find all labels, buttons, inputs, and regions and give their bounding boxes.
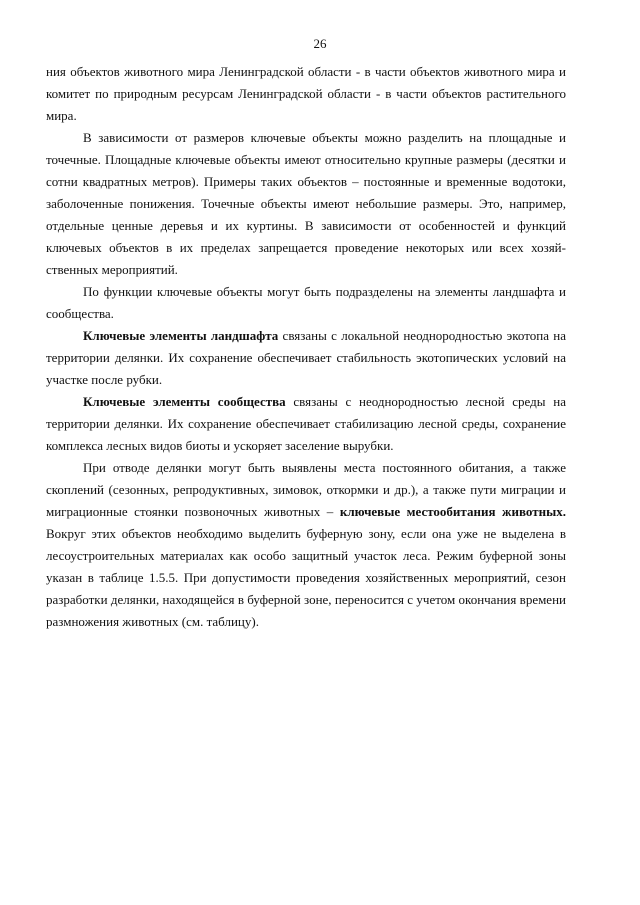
paragraph-landscape-elements (46, 325, 566, 391)
paragraph-text: В зависимости от размеров ключевые объекты можно разделить на площадные и точечные. Площадные ключевые объекты имеют относительно крупные размеры (десятки и сотни квадратных метров). Примеры таких объектов – постоянные и временные водотоки, заболоченные понижения. Точечные объекты имеют небольшие размеры. Это, например, отдельные ценные деревья и их куртины. В зависимости от особенностей и функций ключевых объектов в их пределах запрещается проведение некоторых или всех хозяйственных мероприятий. (46, 130, 566, 277)
term-community-elements: Ключевые элементы сообщества (83, 394, 286, 409)
paragraph-text: По функции ключевые объекты могут быть подразделены на элементы ландшафта и сообщества. (46, 284, 566, 321)
paragraph-community-elements (46, 391, 566, 457)
paragraph-text: связаны с локальной неоднородностью экотопа на территории делянки. Их сохранение обеспечивает стабильность экотопических условий на участке после рубки. (46, 328, 567, 387)
term-landscape-elements: Ключевые элементы ландшафта (83, 328, 279, 343)
paragraph-object-sizes (46, 127, 566, 281)
paragraph-text: ния объектов животного мира Ленинградской области - в части объектов животного мира и комитет по природным ресурсам Ленинградской области - в части объектов растительного мира. (46, 64, 566, 123)
paragraph-text: При отводе делянки могут быть выявлены места постоянного обитания, а также скоплений (сезонных, репродуктивных, зимовок, откормки и др.), а также пути миграции и миграционные стоянки позвоночных животных – (46, 460, 566, 519)
paragraph-key-habitats (46, 457, 566, 633)
term-key-habitats: ключевые местообитания животных. (339, 504, 566, 519)
body-text (46, 61, 566, 633)
paragraph-continuation (46, 61, 566, 127)
page-number: 26 (313, 36, 327, 51)
paragraph-functions (46, 281, 566, 325)
paragraph-text: связаны с неоднородностью лесной среды на территории делянки. Их сохранение обеспечивает стабилизацию лесной среды, сохранение комплекса лесных видов биоты и ускоряет заселение вырубки. (46, 394, 566, 453)
paragraph-text: Вокруг этих объектов необходимо выделить буферную зону, если она уже не выделена в лесоустроительных материалах как особо защитный участок леса. Режим буферной зоны указан в таблице 1.5.5. При допустимости проведения хозяйственных мероприятий, сезон разработки делянки, находящейся в буферной зоне, переносится с учетом окончания времени размножения животных (см. таблицу). (46, 526, 566, 629)
